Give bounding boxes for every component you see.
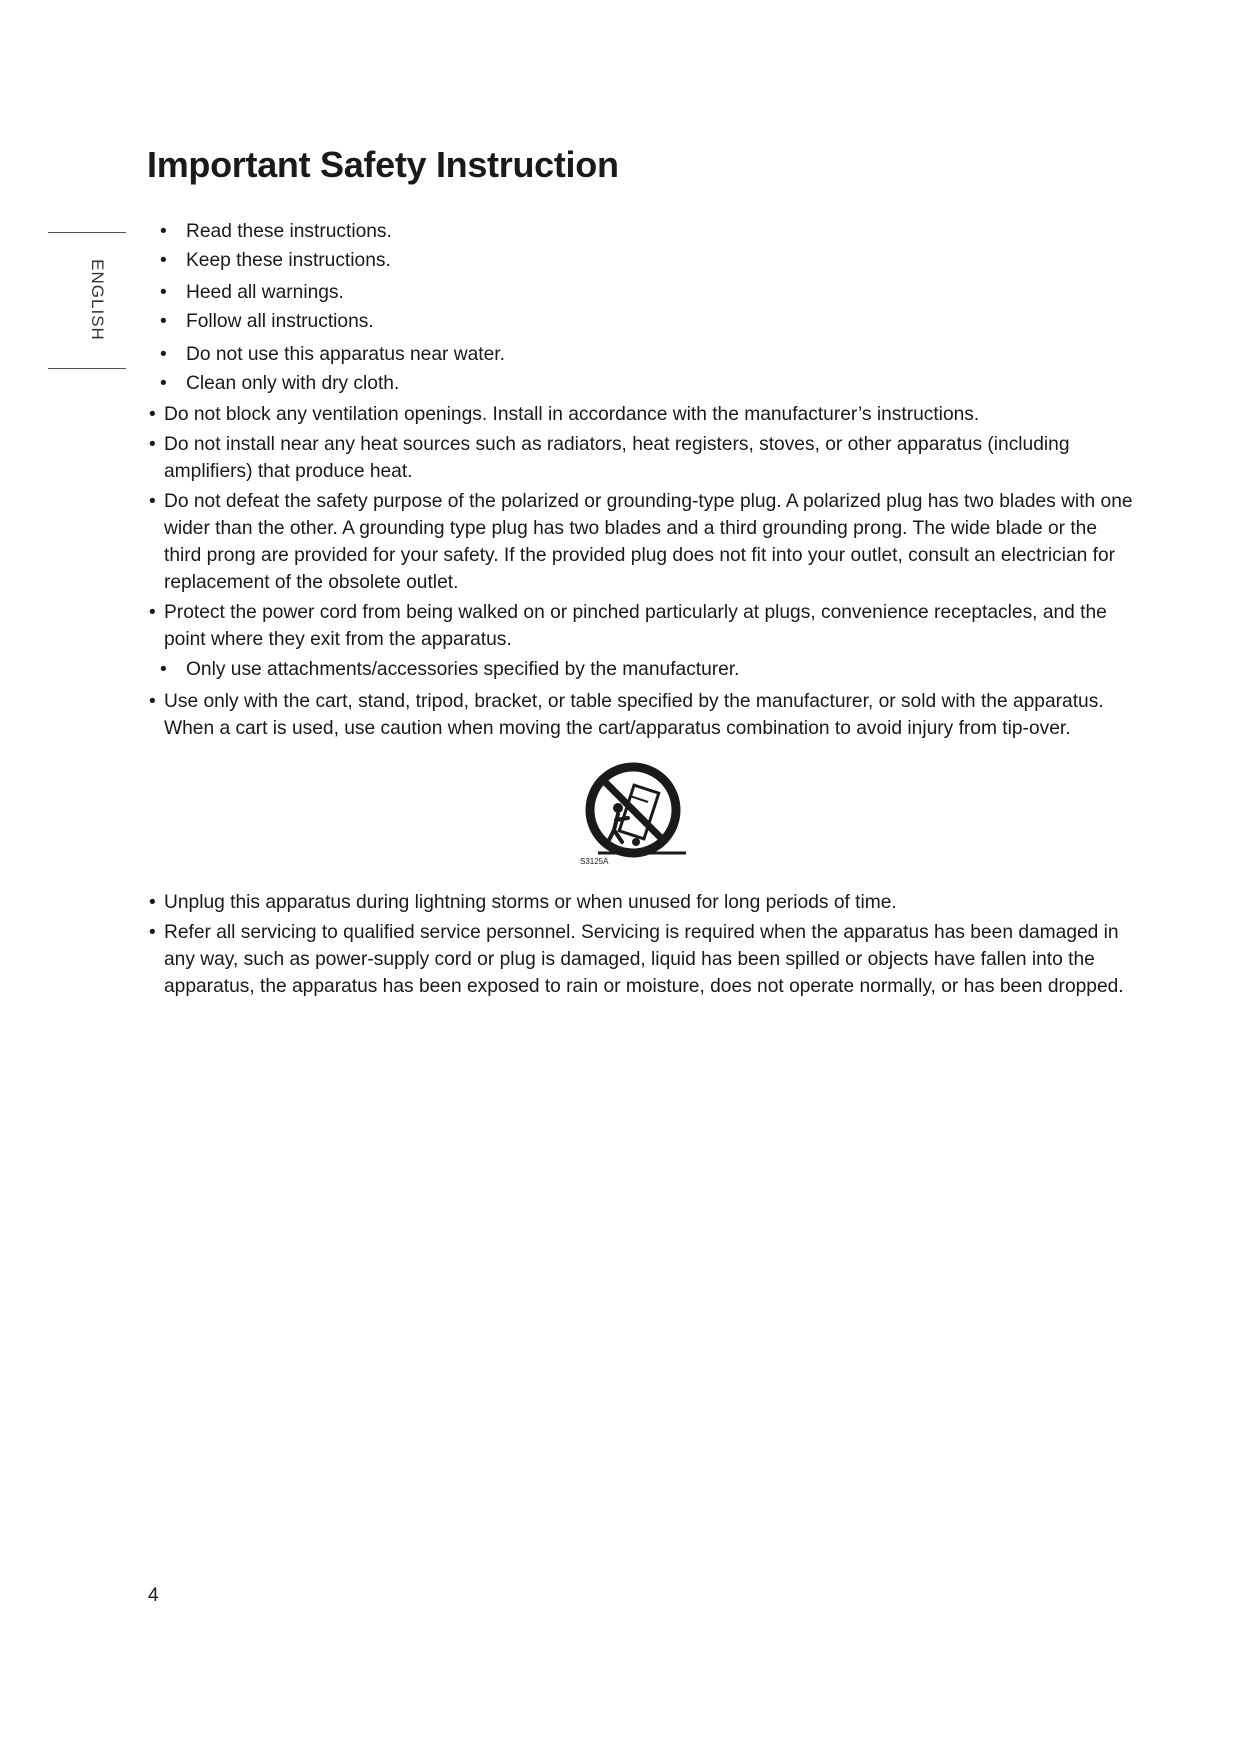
bullet-dot: •	[160, 221, 167, 242]
side-tab-rule-bottom	[48, 368, 126, 369]
language-side-tab: ENGLISH	[88, 259, 107, 341]
list-item	[149, 919, 1139, 1000]
bullet-dot: •	[160, 282, 167, 303]
instruction-text: Unplug this apparatus during lightning storms or when unused for long periods of time.	[164, 892, 897, 913]
list-item	[149, 431, 1139, 485]
cart-tip-over-warning-icon	[578, 760, 688, 872]
bullet-dot: •	[149, 691, 156, 712]
bullet-dot: •	[149, 404, 156, 425]
list-item	[160, 341, 505, 368]
instruction-text: Only use attachments/accessories specified by the manufacturer.	[186, 659, 740, 680]
page-title: Important Safety Instruction	[147, 144, 619, 185]
bullet-dot: •	[149, 602, 156, 623]
instruction-text: Protect the power cord from being walked on or pinched particularly at plugs, convenience receptacles, and the point where they exit from the apparatus.	[164, 602, 1107, 650]
instruction-text: Do not defeat the safety purpose of the polarized or grounding-type plug. A polarized plug has two blades with one wider than the other. A grounding type plug has two blades and a third grounding prong. The wide blade or the third prong are provided for your safety. If the provided plug does not fit into your outlet, consult an electrician for replacement of the obsolete outlet.	[164, 491, 1133, 593]
side-tab-rule-top	[48, 232, 126, 233]
bullet-dot: •	[160, 659, 167, 680]
bullet-dot: •	[160, 250, 167, 271]
list-item	[160, 656, 740, 683]
instruction-text: Do not block any ventilation openings. Install in accordance with the manufacturer’s instructions.	[164, 404, 980, 425]
list-item	[149, 599, 1139, 653]
list-item	[160, 308, 374, 335]
instruction-text: Use only with the cart, stand, tripod, bracket, or table specified by the manufacturer, or sold with the apparatus. When a cart is used, use caution when moving the cart/apparatus combination to avoid injury from tip-over.	[164, 691, 1104, 739]
list-item	[160, 370, 399, 397]
bullet-dot: •	[149, 892, 156, 913]
bullet-dot: •	[149, 922, 156, 943]
instruction-text: Read these instructions.	[186, 221, 392, 242]
instruction-text: Keep these instructions.	[186, 250, 391, 271]
bullet-dot: •	[149, 434, 156, 455]
page-number: 4	[148, 1585, 159, 1606]
bullet-dot: •	[160, 373, 167, 394]
instruction-text: Do not install near any heat sources such as radiators, heat registers, stoves, or other apparatus (including amplifiers) that produce heat.	[164, 434, 1070, 482]
symbol-code-label: S3125A	[580, 857, 609, 866]
list-item	[160, 218, 392, 245]
instruction-text: Follow all instructions.	[186, 311, 374, 332]
bullet-dot: •	[160, 344, 167, 365]
list-item	[149, 401, 1139, 428]
list-item	[160, 279, 344, 306]
list-item	[149, 488, 1139, 596]
list-item	[149, 688, 1139, 742]
instruction-text: Clean only with dry cloth.	[186, 373, 400, 394]
list-item	[160, 247, 391, 274]
bullet-dot: •	[160, 311, 167, 332]
instruction-text: Heed all warnings.	[186, 282, 344, 303]
instruction-text: Do not use this apparatus near water.	[186, 344, 505, 365]
list-item	[149, 889, 1139, 916]
bullet-dot: •	[149, 491, 156, 512]
instruction-text: Refer all servicing to qualified service personnel. Servicing is required when the apparatus has been damaged in any way, such as power-supply cord or plug is damaged, liquid has been spilled or objects have fallen into the apparatus, the apparatus has been exposed to rain or moisture, does not operate normally, or has been dropped.	[164, 922, 1124, 997]
